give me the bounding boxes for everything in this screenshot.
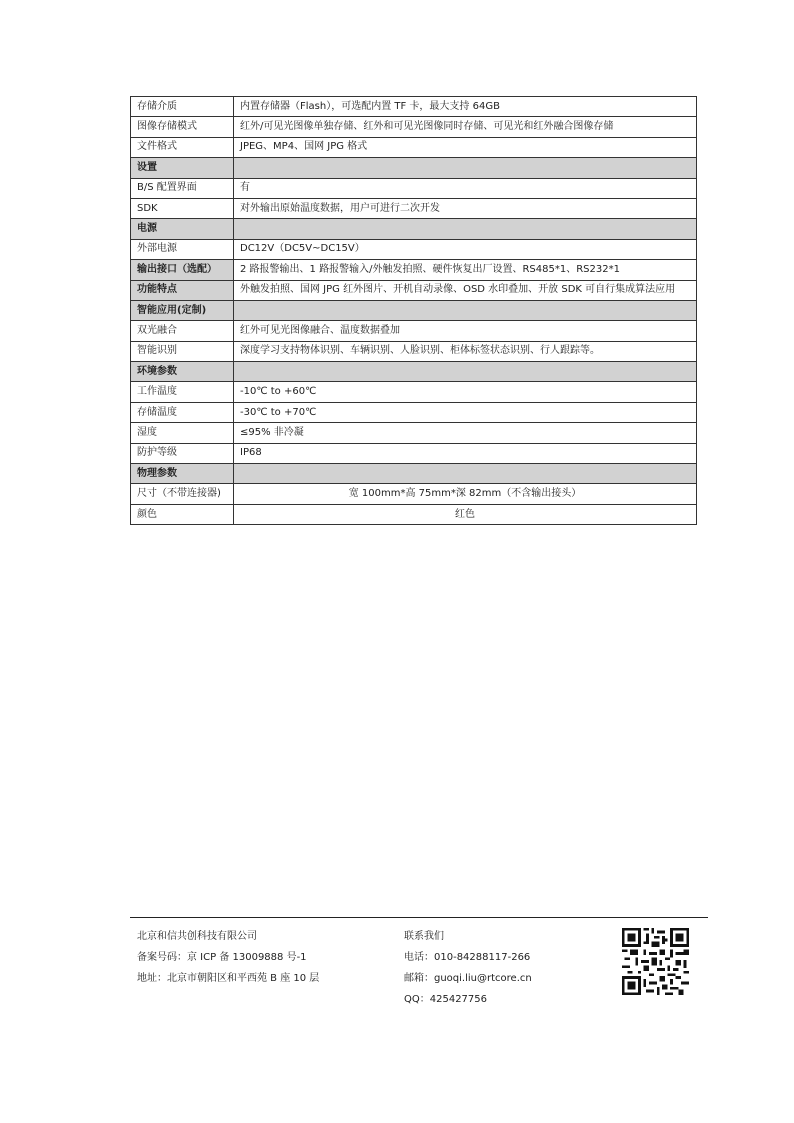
spec-value: 深度学习支持物体识别、车辆识别、人脸识别、柜体标签状态识别、行人跟踪等。	[234, 341, 697, 361]
footer-contact-title: 联系我们	[404, 931, 444, 942]
section-header-row	[131, 300, 697, 320]
spec-row	[131, 443, 697, 463]
spec-label: 智能识别	[131, 341, 234, 361]
spec-value: 有	[234, 178, 697, 198]
spec-label: 尺寸（不带连接器)	[131, 484, 234, 504]
section-title: 环境参数	[131, 362, 234, 382]
spec-row	[131, 341, 697, 361]
spec-value: JPEG、MP4、国网 JPG 格式	[234, 137, 697, 157]
spec-value: IP68	[234, 443, 697, 463]
section-title: 电源	[131, 219, 234, 239]
spec-row	[131, 117, 697, 137]
spec-value: 2 路报警输出、1 路报警输入/外触发拍照、硬件恢复出厂设置、RS485*1、RS232*1	[234, 260, 697, 280]
spec-row	[131, 178, 697, 198]
section-header-row	[131, 219, 697, 239]
spec-row	[131, 382, 697, 402]
section-header-row	[131, 362, 697, 382]
spec-label: 功能特点	[131, 280, 234, 300]
section-title: 智能应用(定制)	[131, 300, 234, 320]
section-title: 物理参数	[131, 464, 234, 484]
section-header-row	[131, 158, 697, 178]
spec-value: -10℃ to +60℃	[234, 382, 697, 402]
footer-divider	[130, 917, 708, 918]
spec-label: 双光融合	[131, 321, 234, 341]
spec-value: 外触发拍照、国网 JPG 红外图片、开机自动录像、OSD 水印叠加、开放 SDK 可自行集成算法应用	[234, 280, 697, 300]
spec-row	[131, 260, 697, 280]
spec-row	[131, 280, 697, 300]
footer-qq: QQ：425427756	[404, 994, 488, 1005]
spec-row	[131, 321, 697, 341]
spec-label: 颜色	[131, 504, 234, 524]
spec-label: 存储温度	[131, 402, 234, 422]
spec-label: 存储介质	[131, 97, 234, 117]
section-blank-cell	[234, 219, 697, 239]
spec-row	[131, 423, 697, 443]
footer-company: 北京和信共创科技有限公司	[137, 931, 257, 942]
footer-address: 地址：北京市朝阳区和平西苑 B 座 10 层	[137, 973, 320, 984]
spec-value: 对外输出原始温度数据，用户可进行二次开发	[234, 198, 697, 218]
spec-label: 湿度	[131, 423, 234, 443]
footer-email: 邮箱：guoqi.liu@rtcore.cn	[404, 973, 532, 984]
spec-label: 外部电源	[131, 239, 234, 259]
spec-value: 宽 100mm*高 75mm*深 82mm（不含输出接头）	[234, 484, 697, 504]
spec-row	[131, 137, 697, 157]
footer-icp: 备案号码：京 ICP 备 13009888 号-1	[137, 952, 307, 963]
spec-row	[131, 239, 697, 259]
spec-value: 红色	[234, 504, 697, 524]
spec-label: SDK	[131, 198, 234, 218]
spec-label: 防护等级	[131, 443, 234, 463]
spec-value: ≤95% 非冷凝	[234, 423, 697, 443]
section-blank-cell	[234, 464, 697, 484]
qr-code-icon	[622, 928, 689, 995]
spec-label: 图像存储模式	[131, 117, 234, 137]
spec-value: 红外/可见光图像单独存储、红外和可见光图像同时存储、可见光和红外融合图像存储	[234, 117, 697, 137]
spec-row	[131, 402, 697, 422]
section-blank-cell	[234, 158, 697, 178]
footer-phone: 电话：010-84288117-266	[404, 952, 531, 963]
spec-table	[130, 96, 697, 525]
spec-label: 文件格式	[131, 137, 234, 157]
section-blank-cell	[234, 300, 697, 320]
spec-row	[131, 504, 697, 524]
spec-value: 红外可见光图像融合、温度数据叠加	[234, 321, 697, 341]
spec-label: 输出接口（选配）	[131, 260, 234, 280]
section-title: 设置	[131, 158, 234, 178]
section-blank-cell	[234, 362, 697, 382]
spec-label: B/S 配置界面	[131, 178, 234, 198]
spec-row	[131, 484, 697, 504]
spec-value: DC12V（DC5V~DC15V）	[234, 239, 697, 259]
spec-row	[131, 97, 697, 117]
section-header-row	[131, 464, 697, 484]
spec-row	[131, 198, 697, 218]
spec-value: -30℃ to +70℃	[234, 402, 697, 422]
spec-label: 工作温度	[131, 382, 234, 402]
spec-value: 内置存储器（Flash），可选配内置 TF 卡，最大支持 64GB	[234, 97, 697, 117]
